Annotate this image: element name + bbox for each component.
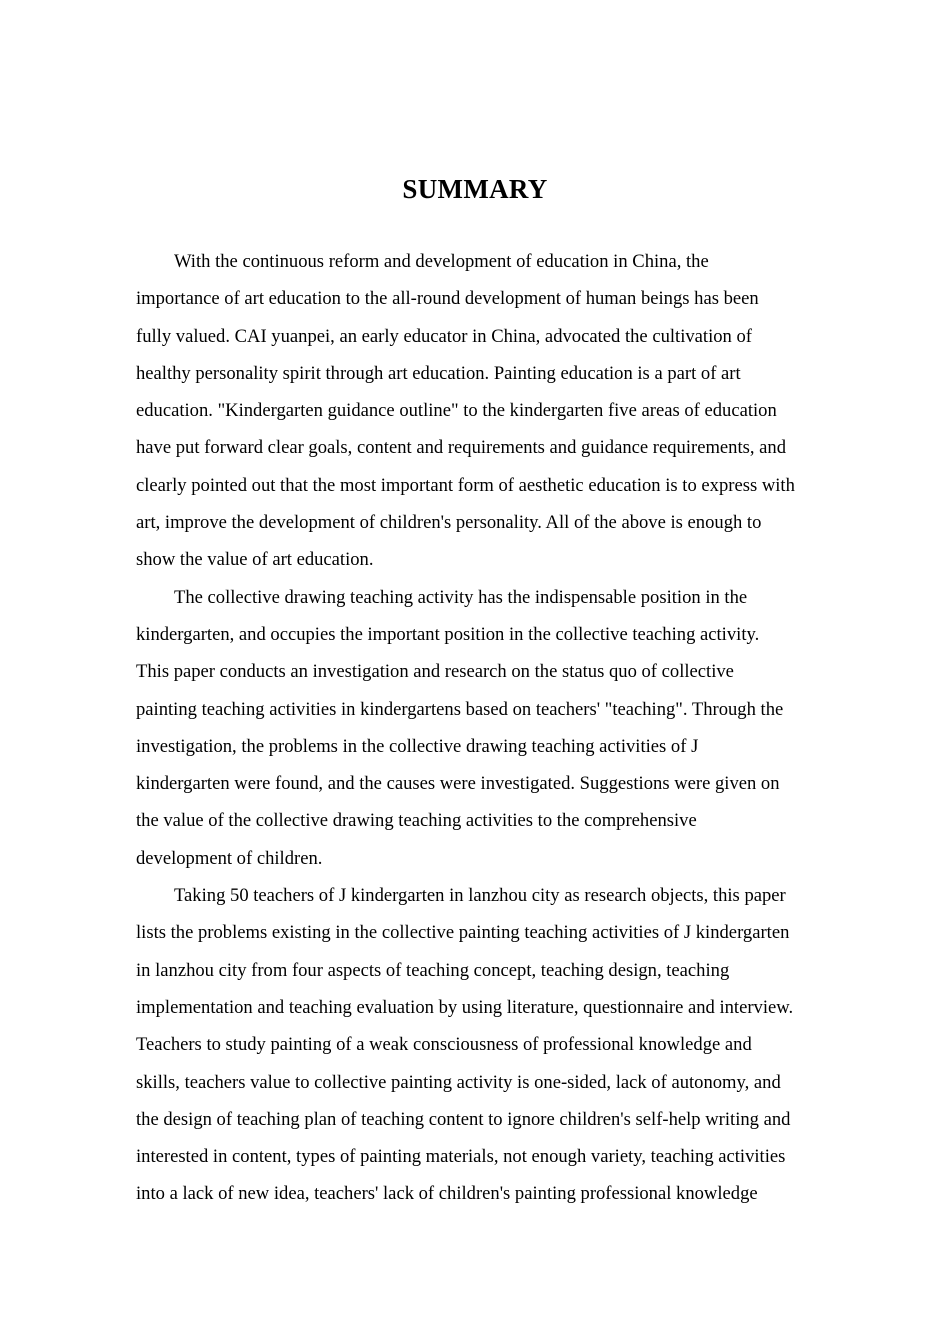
paragraph-line: into a lack of new idea, teachers' lack of children's painting professional knowledge: [136, 1183, 758, 1205]
paragraph-line: This paper conducts an investigation and research on the status quo of collective: [136, 661, 734, 683]
page-title: SUMMARY: [402, 174, 548, 204]
paragraph-line: in lanzhou city from four aspects of teaching concept, teaching design, teaching: [136, 959, 730, 981]
paragraph-line: implementation and teaching evaluation by using literature, questionnaire and interview.: [136, 996, 794, 1018]
paragraph-line: Teachers to study painting of a weak consciousness of professional knowledge and: [136, 1034, 752, 1056]
paragraph-line: have put forward clear goals, content and requirements and guidance requirements, and: [136, 437, 787, 459]
paragraph-line: lists the problems existing in the collective painting teaching activities of J kindergarten: [136, 922, 790, 944]
paragraph-line: interested in content, types of painting materials, not enough variety, teaching activities: [136, 1146, 786, 1168]
paragraph-line: Taking 50 teachers of J kindergarten in lanzhou city as research objects, this paper: [174, 885, 786, 907]
paragraph-line: With the continuous reform and development of education in China, the: [174, 251, 709, 272]
paragraph-line: kindergarten were found, and the causes were investigated. Suggestions were given on: [136, 773, 780, 795]
paragraph-line: development of children.: [136, 847, 323, 869]
paragraph-line: fully valued. CAI yuanpei, an early educator in China, advocated the cultivation of: [136, 325, 752, 347]
paragraph-line: kindergarten, and occupies the important position in the collective teaching activity.: [136, 623, 760, 645]
paragraph-line: skills, teachers value to collective painting activity is one-sided, lack of autonomy, and: [136, 1071, 781, 1093]
paragraph-3: [136, 877, 816, 1213]
paragraph-2: [136, 579, 816, 877]
paragraph-line: investigation, the problems in the collective drawing teaching activities of J: [136, 735, 699, 757]
paragraph-line: The collective drawing teaching activity has the indispensable position in the: [174, 586, 748, 608]
paragraph-line: show the value of art education.: [136, 549, 374, 571]
paragraph-1: [136, 243, 816, 579]
paragraph-line: education. "Kindergarten guidance outline" to the kindergarten five areas of education: [136, 400, 777, 422]
paragraph-line: healthy personality spirit through art education. Painting education is a part of art: [136, 362, 741, 384]
paragraph-line: art, improve the development of children's personality. All of the above is enough to: [136, 512, 762, 534]
paragraph-line: the design of teaching plan of teaching content to ignore children's self-help writing and: [136, 1108, 791, 1130]
paragraph-line: importance of art education to the all-round development of human beings has been: [136, 288, 759, 310]
paragraph-line: the value of the collective drawing teaching activities to the comprehensive: [136, 810, 697, 832]
paragraph-line: clearly pointed out that the most important form of aesthetic education is to express with: [136, 474, 795, 496]
summary-body: [136, 243, 816, 1213]
paragraph-line: painting teaching activities in kindergartens based on teachers' "teaching". Through the: [136, 698, 784, 720]
